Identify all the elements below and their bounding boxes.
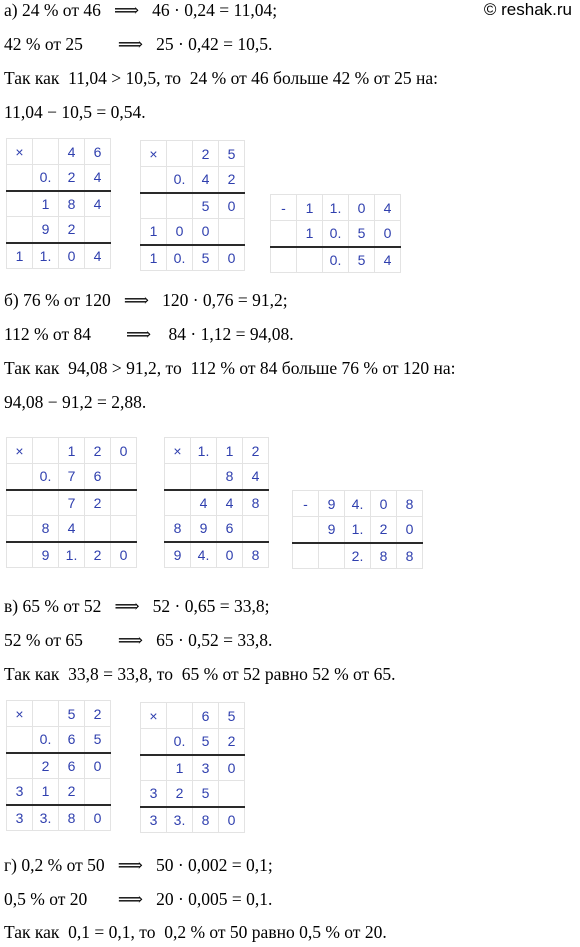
grid-row: [7, 805, 111, 831]
grid-cell: 8: [243, 542, 269, 568]
copyright-notice: © reshak.ru: [483, 0, 572, 19]
grid-cell: 9: [319, 517, 345, 543]
grid-row: [271, 247, 401, 273]
part-a-multiplication-46x024: [6, 138, 111, 269]
grid-cell: 2: [85, 542, 111, 568]
grid-cell: ×: [7, 438, 33, 464]
grid-cell: 1: [217, 438, 243, 464]
part-v-line-2: 52 % от 65 ⟹ 65 · 0,52 = 33,8.: [4, 630, 273, 650]
grid-row: [141, 219, 245, 245]
grid-cell: 2: [167, 781, 193, 807]
grid-cell: ×: [7, 701, 33, 727]
grid-cell: 1: [141, 219, 167, 245]
grid-cell: -: [271, 195, 297, 221]
grid-cell: 2: [219, 167, 245, 193]
grid-cell: 3.: [33, 805, 59, 831]
grid-cell: 1: [59, 438, 85, 464]
grid-cell: [7, 753, 33, 779]
grid-cell: 9: [319, 491, 345, 517]
grid-cell: 1: [167, 755, 193, 781]
grid-cell: [85, 217, 111, 243]
grid-cell: [111, 464, 137, 490]
grid-cell: 1: [297, 221, 323, 247]
grid-cell: [141, 193, 167, 219]
part-b-line-1: б) 76 % от 120 ⟹ 120 · 0,76 = 91,2;: [4, 290, 288, 310]
grid-cell: 3.: [167, 807, 193, 833]
grid-cell: [7, 217, 33, 243]
grid-cell: 0: [219, 807, 245, 833]
grid-cell: 4: [375, 195, 401, 221]
grid-cell: [33, 490, 59, 516]
part-b-subtraction: [292, 490, 423, 569]
grid-row: [293, 543, 423, 569]
grid-row: [141, 245, 245, 271]
grid-cell: [7, 490, 33, 516]
grid-cell: [7, 165, 33, 191]
grid-row: [165, 542, 269, 568]
grid-cell: 1.: [345, 517, 371, 543]
grid-row: [7, 438, 137, 464]
grid-row: [7, 516, 137, 542]
grid-cell: [33, 701, 59, 727]
grid-cell: [33, 139, 59, 165]
part-b-multiplication-112x84: [164, 437, 269, 568]
grid-row: [271, 221, 401, 247]
grid-row: [141, 807, 245, 833]
grid-row: [7, 542, 137, 568]
grid-cell: 2: [59, 779, 85, 805]
grid-cell: 3: [7, 805, 33, 831]
part-a-multiplication-25x042: [140, 140, 245, 271]
part-a-line-3: Так как 11,04 > 10,5, то 24 % от 46 больше 42 % от 25 на:: [4, 68, 439, 88]
grid-cell: 2: [59, 217, 85, 243]
grid-cell: [293, 543, 319, 569]
grid-cell: 4: [85, 243, 111, 269]
grid-cell: 8: [165, 516, 191, 542]
grid-cell: 9: [33, 542, 59, 568]
grid-cell: 2.: [345, 543, 371, 569]
grid-cell: 5: [193, 781, 219, 807]
grid-cell: [191, 464, 217, 490]
grid-cell: 2: [243, 438, 269, 464]
grid-cell: 1.: [323, 195, 349, 221]
grid-cell: 0.: [167, 167, 193, 193]
grid-cell: -: [293, 491, 319, 517]
grid-cell: 9: [165, 542, 191, 568]
grid-cell: 1: [33, 779, 59, 805]
grid-cell: 2: [85, 490, 111, 516]
grid-row: [141, 729, 245, 755]
grid-cell: 6: [217, 516, 243, 542]
grid-row: [7, 165, 111, 191]
part-v-multiplication-65x052: [140, 702, 245, 833]
grid-cell: 9: [191, 516, 217, 542]
grid-cell: 1.: [191, 438, 217, 464]
grid-cell: 0: [371, 491, 397, 517]
grid-cell: 4: [59, 516, 85, 542]
grid-cell: 0.: [167, 729, 193, 755]
grid-row: [7, 191, 111, 217]
grid-cell: [7, 727, 33, 753]
grid-cell: 0: [85, 805, 111, 831]
grid-cell: 3: [7, 779, 33, 805]
grid-cell: 7: [59, 490, 85, 516]
part-b-line-4: 94,08 − 91,2 = 2,88.: [4, 392, 147, 412]
grid-cell: 6: [85, 139, 111, 165]
grid-cell: 2: [219, 729, 245, 755]
grid-cell: 1: [141, 245, 167, 271]
grid-cell: 0: [111, 542, 137, 568]
grid-cell: 1.: [33, 243, 59, 269]
grid-row: [7, 464, 137, 490]
grid-cell: 0: [167, 219, 193, 245]
part-g-line-2: 0,5 % от 20 ⟹ 20 · 0,005 = 0,1.: [4, 889, 273, 909]
grid-cell: 2: [85, 701, 111, 727]
grid-cell: 4: [85, 191, 111, 217]
grid-row: [7, 701, 111, 727]
grid-cell: 4: [217, 490, 243, 516]
grid-cell: 5: [193, 729, 219, 755]
grid-cell: 0: [397, 517, 423, 543]
grid-cell: 8: [397, 543, 423, 569]
part-a-line-2: 42 % от 25 ⟹ 25 · 0,42 = 10,5.: [4, 34, 273, 54]
grid-row: [165, 464, 269, 490]
grid-cell: [167, 193, 193, 219]
grid-cell: [7, 191, 33, 217]
grid-row: [293, 491, 423, 517]
grid-cell: [319, 543, 345, 569]
grid-cell: 5: [85, 727, 111, 753]
grid-cell: 0: [349, 195, 375, 221]
grid-cell: 1.: [59, 542, 85, 568]
grid-cell: [111, 490, 137, 516]
grid-cell: 0: [193, 219, 219, 245]
grid-cell: [167, 141, 193, 167]
grid-cell: [7, 464, 33, 490]
grid-cell: [243, 516, 269, 542]
part-b-line-3: Так как 94,08 > 91,2, то 112 % от 84 больше 76 % от 120 на:: [4, 358, 456, 378]
grid-cell: 5: [193, 193, 219, 219]
grid-cell: 9: [33, 217, 59, 243]
grid-cell: 6: [85, 464, 111, 490]
grid-cell: 6: [193, 703, 219, 729]
grid-cell: ×: [141, 703, 167, 729]
grid-row: [141, 167, 245, 193]
grid-cell: [141, 755, 167, 781]
grid-cell: [141, 729, 167, 755]
grid-cell: 2: [85, 438, 111, 464]
grid-cell: 0.: [323, 221, 349, 247]
grid-cell: 0.: [33, 464, 59, 490]
part-b-multiplication-120x076: [6, 437, 137, 568]
part-a-line-4: 11,04 − 10,5 = 0,54.: [4, 102, 146, 122]
part-g-line-1: г) 0,2 % от 50 ⟹ 50 · 0,002 = 0,1;: [4, 855, 273, 875]
grid-row: [7, 243, 111, 269]
grid-cell: ×: [7, 139, 33, 165]
grid-cell: 8: [59, 805, 85, 831]
grid-cell: 8: [397, 491, 423, 517]
grid-cell: 0: [219, 755, 245, 781]
grid-row: [141, 141, 245, 167]
grid-cell: 0: [219, 193, 245, 219]
grid-cell: 8: [59, 191, 85, 217]
grid-cell: 4: [59, 139, 85, 165]
grid-cell: ×: [141, 141, 167, 167]
grid-cell: 6: [59, 727, 85, 753]
grid-row: [7, 217, 111, 243]
grid-row: [141, 193, 245, 219]
grid-cell: [85, 779, 111, 805]
grid-row: [141, 781, 245, 807]
grid-cell: 0.: [167, 245, 193, 271]
grid-cell: 2: [59, 165, 85, 191]
grid-cell: 3: [141, 807, 167, 833]
grid-cell: 8: [371, 543, 397, 569]
part-v-line-1: в) 65 % от 52 ⟹ 52 · 0,65 = 33,8;: [4, 596, 270, 616]
grid-cell: 4: [375, 247, 401, 273]
grid-cell: 1: [297, 195, 323, 221]
grid-cell: 3: [193, 755, 219, 781]
grid-cell: 8: [33, 516, 59, 542]
grid-cell: 5: [193, 245, 219, 271]
grid-cell: [271, 247, 297, 273]
grid-cell: [7, 516, 33, 542]
grid-cell: 1: [33, 191, 59, 217]
grid-cell: 5: [349, 221, 375, 247]
grid-cell: [165, 490, 191, 516]
grid-row: [7, 727, 111, 753]
grid-row: [7, 753, 111, 779]
part-a-subtraction: [270, 194, 401, 273]
grid-cell: [297, 247, 323, 273]
grid-cell: 3: [141, 781, 167, 807]
grid-row: [141, 755, 245, 781]
grid-cell: 4.: [191, 542, 217, 568]
part-v-line-3: Так как 33,8 = 33,8, то 65 % от 52 равно 52 % от 65.: [4, 664, 396, 684]
grid-cell: 4: [191, 490, 217, 516]
grid-cell: [271, 221, 297, 247]
part-v-multiplication-52x065: [6, 700, 111, 831]
grid-cell: 1: [7, 243, 33, 269]
grid-cell: [85, 516, 111, 542]
grid-cell: 5: [349, 247, 375, 273]
part-a-line-1: а) 24 % от 46 ⟹ 46 · 0,24 = 11,04;: [4, 0, 278, 20]
grid-cell: [293, 517, 319, 543]
grid-cell: 0: [59, 243, 85, 269]
grid-row: [271, 195, 401, 221]
grid-row: [7, 139, 111, 165]
grid-cell: ×: [165, 438, 191, 464]
grid-cell: 6: [59, 753, 85, 779]
grid-cell: 4: [85, 165, 111, 191]
grid-cell: [111, 516, 137, 542]
grid-cell: 0: [219, 245, 245, 271]
grid-row: [293, 517, 423, 543]
grid-cell: 2: [193, 141, 219, 167]
grid-cell: 0: [111, 438, 137, 464]
grid-row: [7, 490, 137, 516]
grid-cell: 4.: [345, 491, 371, 517]
grid-cell: 7: [59, 464, 85, 490]
part-g-line-3: Так как 0,1 = 0,1, то 0,2 % от 50 равно 0,5 % от 20.: [4, 922, 387, 942]
grid-row: [165, 438, 269, 464]
grid-cell: 2: [33, 753, 59, 779]
grid-cell: 0: [217, 542, 243, 568]
grid-cell: 0.: [323, 247, 349, 273]
grid-row: [165, 490, 269, 516]
grid-cell: [7, 542, 33, 568]
grid-row: [165, 516, 269, 542]
grid-cell: 5: [59, 701, 85, 727]
grid-cell: 8: [193, 807, 219, 833]
grid-cell: 4: [243, 464, 269, 490]
grid-cell: [167, 703, 193, 729]
grid-cell: 2: [371, 517, 397, 543]
grid-cell: [33, 438, 59, 464]
grid-cell: 0.: [33, 165, 59, 191]
grid-cell: [219, 781, 245, 807]
grid-cell: 0: [375, 221, 401, 247]
grid-cell: 0.: [33, 727, 59, 753]
grid-cell: 4: [193, 167, 219, 193]
grid-row: [141, 703, 245, 729]
part-b-line-2: 112 % от 84 ⟹ 84 · 1,12 = 94,08.: [4, 324, 294, 344]
grid-cell: [141, 167, 167, 193]
grid-cell: 8: [243, 490, 269, 516]
grid-cell: 0: [85, 753, 111, 779]
grid-cell: 5: [219, 703, 245, 729]
grid-cell: 8: [217, 464, 243, 490]
grid-cell: [219, 219, 245, 245]
grid-row: [7, 779, 111, 805]
grid-cell: [165, 464, 191, 490]
grid-cell: 5: [219, 141, 245, 167]
